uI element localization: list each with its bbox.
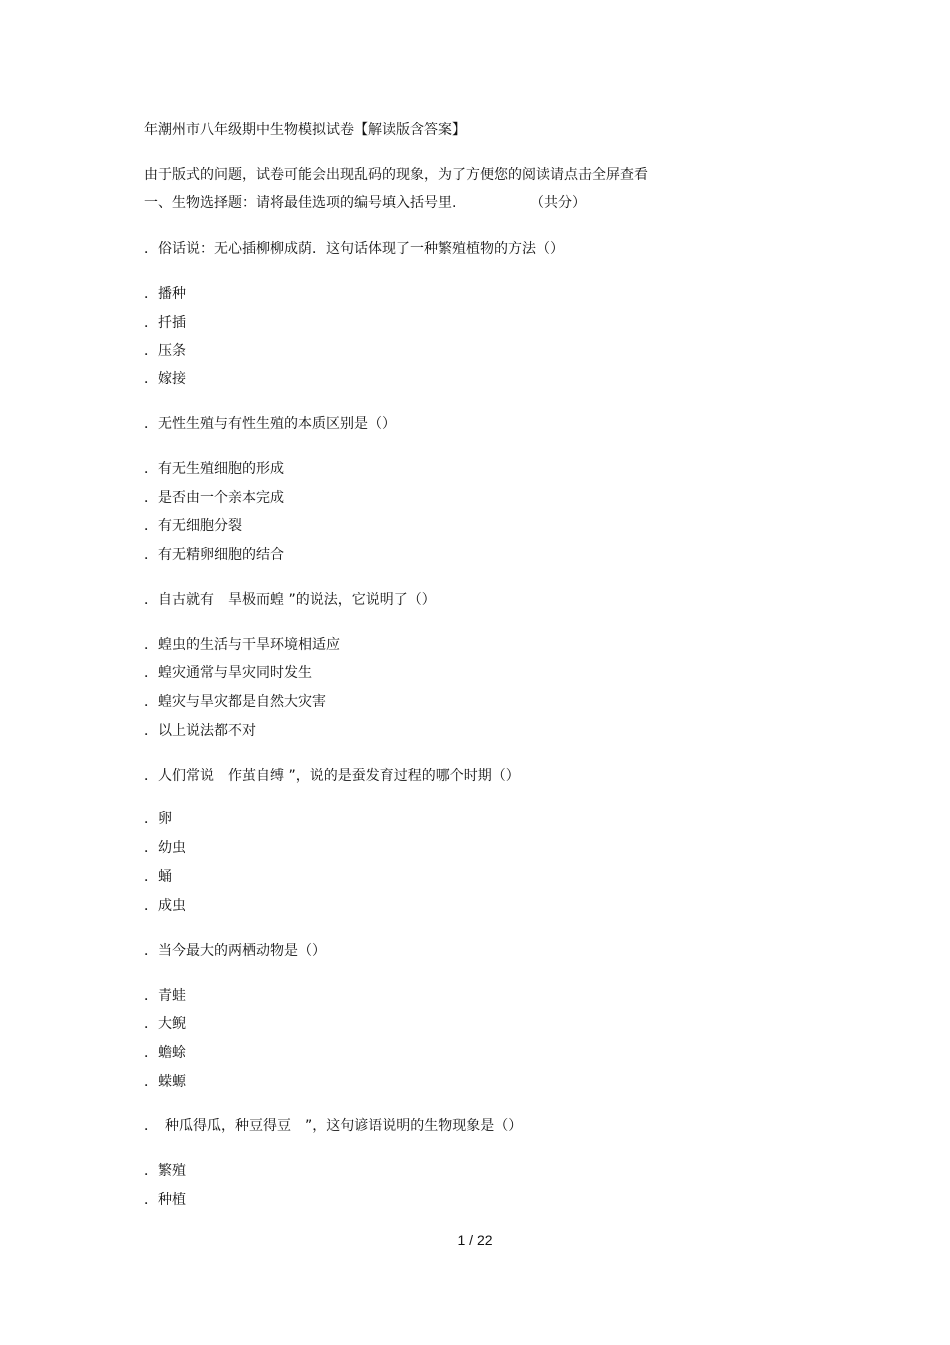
question-stem: ．俗话说：无心插柳柳成荫．这句话体现了一种繁殖植物的方法（） bbox=[144, 241, 564, 257]
question-option: ．是否由一个亲本完成 bbox=[144, 490, 284, 506]
question-stem: ． 种瓜得瓜，种豆得豆 ”，这句谚语说明的生物现象是（） bbox=[144, 1118, 523, 1134]
section-heading: 一、生物选择题：请将最佳选项的编号填入括号里. bbox=[144, 195, 457, 211]
page-number: 1 / 22 bbox=[457, 1232, 493, 1248]
question-option: ．有无精卵细胞的结合 bbox=[144, 547, 284, 563]
document-title: 年潮州市八年级期中生物模拟试卷【解读版含答案】 bbox=[144, 122, 466, 138]
question-option: ．播种 bbox=[144, 286, 186, 302]
format-notice: 由于版式的问题，试卷可能会出现乱码的现象，为了方便您的阅读请点击全屏查看 bbox=[144, 167, 648, 183]
question-option: ．卵 bbox=[144, 811, 172, 827]
question-option: ．以上说法都不对 bbox=[144, 723, 256, 739]
question-option: ．蛹 bbox=[144, 869, 172, 885]
question-option: ．幼虫 bbox=[144, 840, 186, 856]
question-option: ．蟾蜍 bbox=[144, 1045, 186, 1061]
question-option: ．成虫 bbox=[144, 898, 186, 914]
question-stem: ．无性生殖与有性生殖的本质区别是（） bbox=[144, 416, 396, 432]
question-stem: ．自古就有 旱极而蝗 ”的说法，它说明了（） bbox=[144, 592, 436, 608]
question-stem: ．当今最大的两栖动物是（） bbox=[144, 943, 326, 959]
question-option: ．有无细胞分裂 bbox=[144, 518, 242, 534]
question-option: ．蝾螈 bbox=[144, 1074, 186, 1090]
question-option: ．嫁接 bbox=[144, 371, 186, 387]
question-option: ．蝗灾与旱灾都是自然大灾害 bbox=[144, 694, 326, 710]
question-option: ．青蛙 bbox=[144, 988, 186, 1004]
question-option: ．扦插 bbox=[144, 315, 186, 331]
section-score: （共分） bbox=[530, 195, 586, 211]
question-option: ．大鲵 bbox=[144, 1016, 186, 1032]
question-option: ．有无生殖细胞的形成 bbox=[144, 461, 284, 477]
question-option: ．繁殖 bbox=[144, 1163, 186, 1179]
question-option: ．蝗虫的生活与干旱环境相适应 bbox=[144, 637, 340, 653]
question-option: ．种植 bbox=[144, 1192, 186, 1208]
question-option: ．蝗灾通常与旱灾同时发生 bbox=[144, 665, 312, 681]
question-option: ．压条 bbox=[144, 343, 186, 359]
question-stem: ．人们常说 作茧自缚 ”，说的是蚕发育过程的哪个时期（） bbox=[144, 768, 520, 784]
